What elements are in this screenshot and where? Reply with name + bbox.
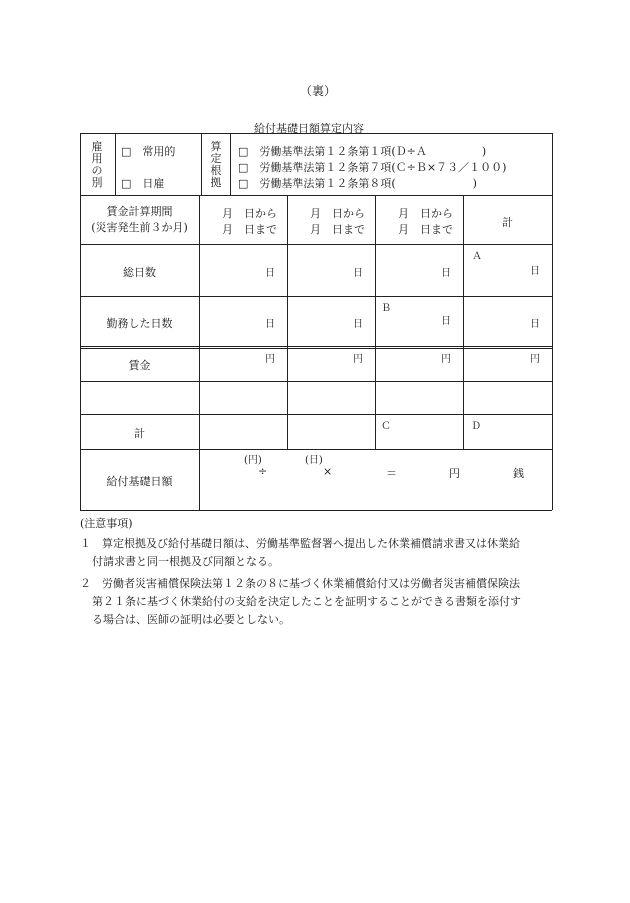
period-2	[310, 206, 365, 238]
total-days-unit-total: 日	[530, 266, 540, 277]
total-days-unit-3: 日	[441, 268, 451, 279]
note-2-line-2: 第２１条に基づく休業給付の支給を決定したことを証明することができる書類を添付す	[92, 595, 521, 608]
row-line-3	[80, 296, 552, 297]
basis-option-clause-1[interactable]: □ 労働基準法第１２条第１項(Ｄ÷Ａ )	[238, 145, 487, 158]
worked-days-unit-total: 日	[530, 319, 540, 330]
basis-header-char: 根	[210, 164, 222, 177]
col-line-4	[463, 195, 464, 449]
back-side-label: （裏）	[300, 84, 337, 98]
employment-daily-checkbox[interactable]: □ 日雇	[121, 177, 165, 190]
basis-header-char: 拠	[210, 176, 222, 189]
basis-header-char: 算	[210, 140, 222, 153]
total-days-unit-2: 日	[353, 268, 363, 279]
base-daily-amount-label: 給付基礎日額	[106, 475, 173, 488]
divider-basis-header	[230, 133, 231, 195]
period-1-to: 月 日まで	[222, 223, 277, 236]
formula-equals: ＝	[386, 467, 397, 480]
row-line-2	[80, 244, 552, 245]
worked-days-unit-1: 日	[265, 319, 275, 330]
formula-day-paren: (日)	[305, 455, 323, 466]
formula-divide: ÷	[258, 465, 268, 478]
wage-period-header	[80, 204, 199, 236]
total-days-label: 総日数	[123, 266, 156, 279]
note-1-line-2: 付請求書と同一根拠及び同額となる。	[92, 555, 279, 568]
period-3	[398, 206, 453, 238]
worked-days-label: 勤務した日数	[106, 317, 173, 330]
basis-option-clause-8[interactable]: □ 労働基準法第１２条第８項( )	[238, 177, 477, 190]
col-line-1	[199, 195, 200, 510]
row-line-4a	[80, 346, 552, 347]
table-border-bottom	[80, 510, 552, 511]
row-line-4b	[80, 348, 552, 349]
note-2-line-1: ２ 労働者災害補償保険法第１２条の８に基づく休業補償給付又は労働者災害補償保険法	[80, 577, 520, 590]
total-label: 計	[134, 427, 145, 440]
row-line-6	[80, 414, 552, 415]
formula-yen-unit: 円	[449, 467, 460, 480]
form-title: 給付基礎日額算定内容	[254, 122, 364, 135]
wages-unit-3: 円	[441, 354, 451, 365]
note-2-line-3: る場合は、医師の証明は必要としない。	[92, 613, 290, 626]
col-line-2	[287, 195, 288, 449]
row-line-5	[80, 381, 552, 382]
calculation-basis-header	[210, 141, 222, 189]
wages-unit-2: 円	[353, 354, 363, 365]
row-line-7	[80, 449, 552, 450]
employment-header-char: 用	[91, 152, 103, 165]
marker-d: Ｄ	[471, 421, 481, 432]
employment-header-char: 雇	[91, 140, 103, 153]
basis-header-char: 定	[210, 152, 222, 165]
divider-emp-header	[115, 133, 116, 195]
wage-period-header-line2: (災害発生前３か月)	[91, 221, 188, 234]
table-border-top	[80, 133, 552, 134]
total-days-unit-1: 日	[265, 268, 275, 279]
period-total-header: 計	[502, 216, 513, 229]
period-1	[222, 206, 277, 238]
formula-sen-unit: 銭	[513, 467, 524, 480]
notes-heading: (注意事項)	[80, 517, 133, 530]
employment-header-char: の	[91, 164, 103, 177]
marker-b: Ｂ	[381, 303, 391, 314]
table-border-right	[552, 133, 553, 510]
worked-days-unit-2: 日	[353, 319, 363, 330]
note-1-line-1: １ 算定根拠及び給付基礎日額は、労働基準監督署へ提出した休業補償請求書又は休業給	[80, 537, 520, 550]
marker-c: Ｃ	[381, 421, 391, 432]
basis-option-clause-7[interactable]: □ 労働基準法第１２条第７項(Ｃ÷Ｂ×７３／１００)	[238, 161, 507, 174]
employment-header-char: 別	[91, 176, 103, 189]
marker-a: Ａ	[472, 251, 482, 262]
period-2-from: 月 日から	[310, 207, 365, 220]
wages-label: 賃金	[128, 359, 151, 372]
employment-regular-checkbox[interactable]: □ 常用的	[121, 145, 176, 158]
period-3-from: 月 日から	[398, 207, 453, 220]
formula-yen-paren: (円)	[244, 455, 262, 466]
row-line-1	[80, 195, 552, 196]
wage-period-header-line1: 賃金計算期間	[106, 205, 173, 218]
worked-days-unit-3: 日	[441, 316, 451, 327]
formula-times: ×	[323, 465, 333, 478]
employment-type-header	[91, 141, 103, 189]
period-2-to: 月 日まで	[310, 223, 365, 236]
period-3-to: 月 日まで	[398, 223, 453, 236]
period-1-from: 月 日から	[222, 207, 277, 220]
wages-unit-1: 円	[265, 354, 275, 365]
divider-basis-start	[201, 133, 202, 195]
col-line-3	[375, 195, 376, 449]
wages-unit-total: 円	[530, 354, 540, 365]
